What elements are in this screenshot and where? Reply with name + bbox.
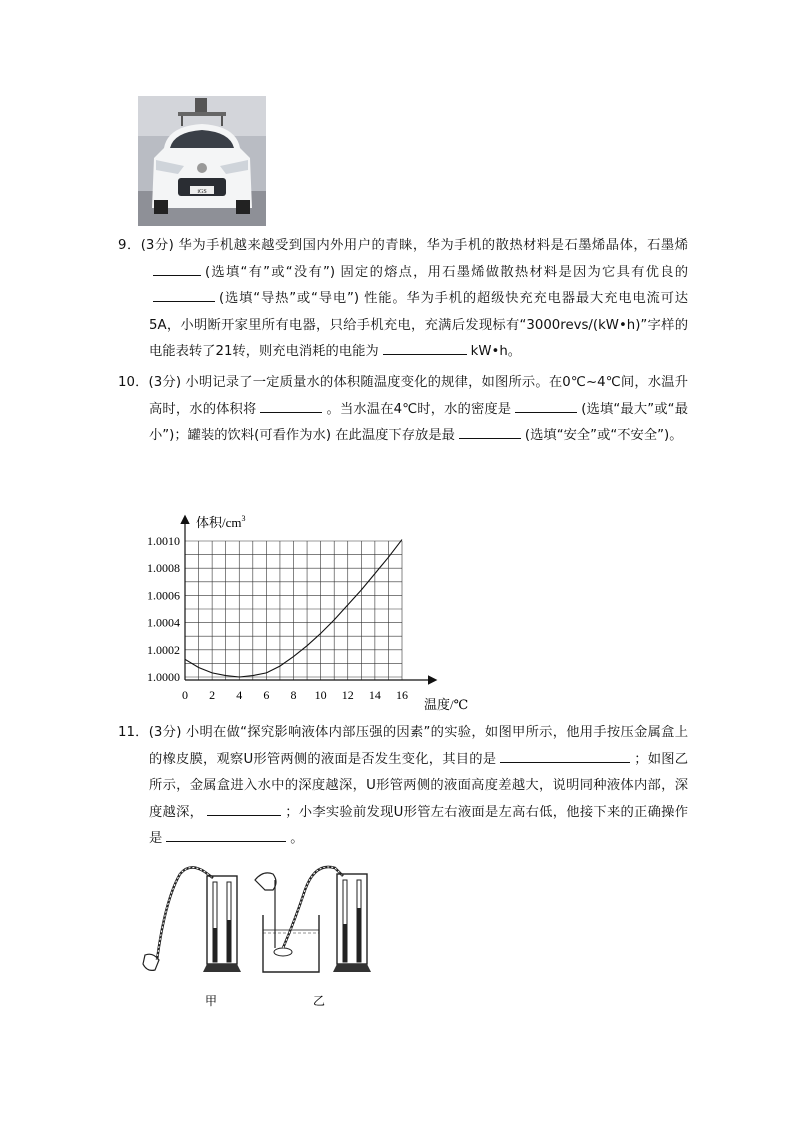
x-axis-label: 温度/℃: [424, 697, 469, 712]
question-10-text-4: (选填“安全”或“不安全”)。: [524, 428, 683, 443]
manometer-figure: [135, 860, 385, 1010]
manometer-a: [143, 867, 241, 1008]
y-tick-label: 1.0010: [147, 534, 180, 548]
question-9-number: 9．(3分): [118, 238, 179, 253]
x-tick-label: 10: [314, 688, 327, 702]
license-plate: iGS: [197, 189, 207, 195]
question-11-text-4: 。: [290, 831, 304, 846]
y-tick-label: 1.0004: [147, 615, 180, 630]
x-tick-label: 14: [368, 688, 381, 702]
question-10-blank-2[interactable]: [515, 397, 577, 413]
question-10-number: 10．(3分): [118, 375, 186, 390]
volume-temperature-chart: [130, 505, 470, 720]
question-11-blank-2[interactable]: [207, 800, 281, 816]
x-tick-label: 8: [290, 688, 297, 702]
question-9-blank-2[interactable]: [153, 286, 215, 302]
figure-label-a: 甲: [205, 994, 218, 1008]
y-tick-label: 1.0006: [147, 588, 180, 603]
question-9-text-1: 华为手机越来越受到国内外用户的青睐，华为手机的散热材料是石墨烯晶体，石墨烯: [178, 238, 688, 253]
x-tick-label: 4: [236, 688, 243, 702]
y-tick-label: 1.0000: [147, 670, 180, 684]
question-11-text-3: ；小李实验前发现U形管左右液面是左高右低，他接下来的正确操作是: [149, 804, 689, 846]
chart-svg: [130, 505, 470, 720]
question-9: [118, 233, 688, 366]
question-11-blank-1[interactable]: [500, 747, 630, 763]
x-tick-label: 2: [209, 688, 216, 702]
question-9-text-3: (选填“导热”或“导电”) 性能。华为手机的超级快充充电器最大充电电流可达5A，小明断开家里所有电器，只给手机充电，充满后发现标有“3000revs/(kW•h)”字样的电能表转了21转，则充电消耗的电能为: [149, 291, 688, 359]
x-tick-label: 6: [263, 688, 270, 702]
figure-label-b: 乙: [313, 994, 326, 1008]
question-11-number: 11．(3分): [118, 725, 186, 740]
question-10-text-2: 。当水温在4℃时，水的密度是: [326, 401, 512, 417]
y-tick-label: 1.0008: [147, 561, 180, 576]
question-9-text-4: kW•h。: [470, 344, 522, 359]
x-tick-label: 16: [396, 688, 408, 702]
question-11-blank-3[interactable]: [166, 826, 286, 842]
question-10-blank-3[interactable]: [459, 423, 521, 439]
question-10-blank-1[interactable]: [260, 397, 322, 413]
question-10-text-3: (选填“最大”或“最小”)；罐装的饮料(可看作为水) 在此温度下存放是最: [149, 401, 688, 443]
x-tick-label: 0: [182, 688, 188, 702]
question-11-text-1: 小明在做“探究影响液体内部压强的因素”的实验，如图甲所示，他用手按压金属盒上的橡皮膜，观察U形管两侧的液面是否发生变化，其目的是: [149, 725, 689, 767]
question-11-text-2: ；如图乙所示，金属盒进入水中的深度越深，U形管两侧的液面高度差越大，说明同种液体内部，深度越深，: [149, 751, 689, 820]
question-11: [118, 720, 688, 853]
question-9-blank-3[interactable]: [383, 339, 467, 355]
x-tick-label: 12: [341, 688, 354, 702]
question-10-text-1: 小明记录了一定质量水的体积随温度变化的规律，如图所示。在0℃~4℃间，水温升高时，水的体积将: [149, 375, 689, 417]
question-9-blank-1[interactable]: [153, 260, 201, 276]
autonomous-car-photo: [138, 96, 266, 226]
question-9-text-2: (选填“有”或“没有”) 固定的熔点，用石墨烯做散热材料是因为它具有优良的: [205, 264, 688, 280]
question-10: [118, 370, 688, 450]
y-axis-label: 体积$/cm^3$: [196, 514, 246, 530]
y-tick-label: 1.0002: [147, 642, 180, 657]
manometer-b: [255, 867, 371, 1008]
